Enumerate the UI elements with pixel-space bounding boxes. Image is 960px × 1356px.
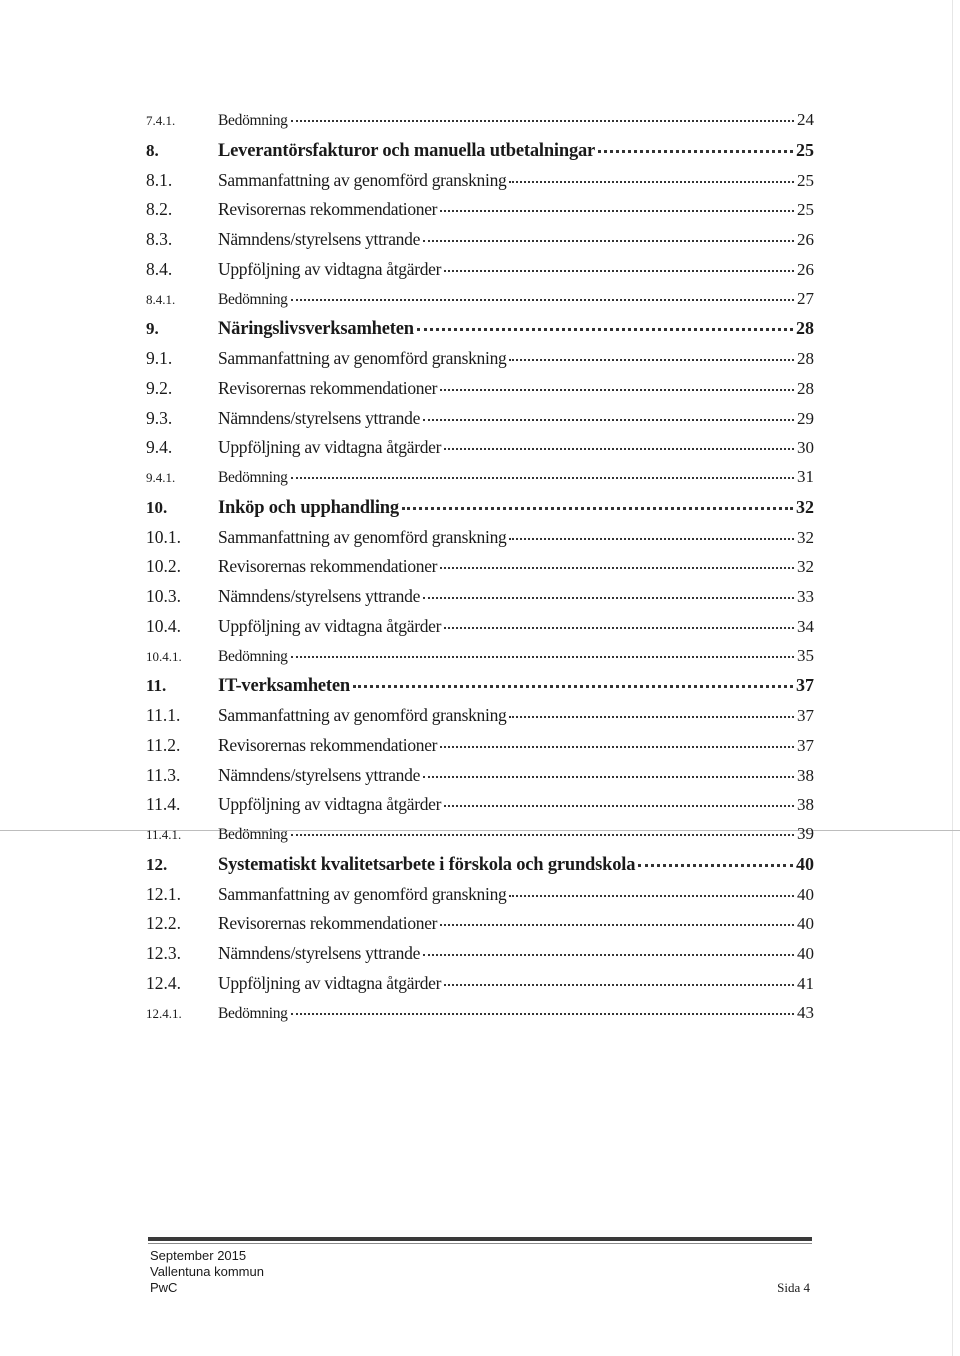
toc-entry-title: Bedömning <box>218 647 288 665</box>
dot-leader <box>444 805 794 807</box>
dot-leader <box>440 210 794 212</box>
toc-entry[interactable] <box>146 527 814 557</box>
toc-entry-body <box>218 913 814 934</box>
toc-entry[interactable] <box>146 170 814 200</box>
toc-entry-body <box>218 467 814 487</box>
toc-entry[interactable] <box>146 199 814 229</box>
toc-entry-body <box>218 705 814 726</box>
table-of-contents <box>146 110 814 1032</box>
toc-entry-body <box>218 973 814 994</box>
toc-entry-number: 12. <box>146 854 168 874</box>
toc-entry-number: 11.3. <box>146 764 181 785</box>
toc-entry-number: 12.2. <box>146 913 181 934</box>
toc-entry-page: 31 <box>797 467 814 486</box>
toc-entry-page: 25 <box>796 139 814 160</box>
toc-entry-page: 30 <box>797 438 814 458</box>
dot-leader <box>417 328 793 331</box>
toc-entry-title: Nämndens/styrelsens yttrande <box>218 407 421 428</box>
toc-entry[interactable] <box>146 675 814 705</box>
dot-leader <box>291 477 794 479</box>
toc-entry-title: Sammanfattning av genomförd granskning <box>218 883 507 904</box>
toc-entry-page: 32 <box>797 557 814 577</box>
toc-entry-number: 9.1. <box>146 348 173 368</box>
footer-organization: Vallentuna kommun <box>150 1264 264 1279</box>
toc-entry-body <box>218 229 814 250</box>
toc-entry-page: 37 <box>797 706 814 725</box>
toc-entry-body <box>218 110 814 130</box>
toc-entry-number: 10.4. <box>146 615 181 636</box>
toc-entry-page: 40 <box>796 853 814 874</box>
toc-entry-title: Bedömning <box>218 1004 288 1022</box>
toc-entry-number: 8. <box>146 140 159 160</box>
toc-entry-body <box>218 675 814 697</box>
dot-leader <box>444 448 794 450</box>
toc-entry-body <box>218 140 814 162</box>
dot-leader <box>423 419 794 421</box>
toc-entry-page: 38 <box>797 765 814 785</box>
toc-entry-number: 11.1. <box>146 705 181 725</box>
toc-entry-title: Sammanfattning av genomförd granskning <box>218 526 507 547</box>
toc-entry-page: 28 <box>797 378 814 398</box>
dot-leader <box>444 270 794 272</box>
dot-leader <box>444 627 794 629</box>
toc-entry-body <box>218 527 814 548</box>
toc-entry-title: Revisorernas rekommendationer <box>218 913 438 934</box>
toc-entry[interactable] <box>146 467 814 497</box>
dot-leader <box>291 299 794 301</box>
footer-rule <box>148 1237 812 1241</box>
toc-entry[interactable] <box>146 646 814 676</box>
toc-entry-title: Nämndens/styrelsens yttrande <box>218 229 421 249</box>
toc-entry-number: 12.4. <box>146 972 181 993</box>
toc-entry[interactable] <box>146 943 814 973</box>
toc-entry-number: 11.4.1. <box>146 827 182 842</box>
toc-entry-body <box>218 556 814 577</box>
toc-entry-number: 9.4.1. <box>146 470 176 485</box>
dot-leader <box>353 685 793 688</box>
footer-date: September 2015 <box>150 1248 247 1263</box>
page-footer <box>150 1248 810 1296</box>
toc-entry-title: IT-verksamheten <box>218 676 350 697</box>
toc-entry-title: Bedömning <box>218 290 288 308</box>
toc-entry[interactable] <box>146 616 814 646</box>
toc-entry-title: Revisorernas rekommendationer <box>218 556 438 577</box>
scan-edge-shadow <box>952 0 953 1356</box>
dot-leader <box>509 538 794 540</box>
toc-entry-number: 11.4. <box>146 794 181 815</box>
toc-entry-body <box>218 259 814 280</box>
toc-entry-title: Uppföljning av vidtagna åtgärder <box>218 258 442 279</box>
toc-entry-title: Leverantörsfakturor och manuella utbetalningar <box>218 140 596 161</box>
toc-entry-number: 9.3. <box>146 407 173 428</box>
toc-entry-page: 25 <box>797 200 814 220</box>
toc-entry-page: 32 <box>797 527 814 547</box>
toc-entry-number: 12.1. <box>146 883 181 904</box>
footer-page-number: Sida 4 <box>777 1280 810 1295</box>
toc-entry-title: Systematiskt kvalitetsarbete i förskola och grundskola <box>218 854 636 875</box>
toc-entry-page: 28 <box>796 318 814 339</box>
toc-entry-number: 12.4.1. <box>146 1005 182 1021</box>
toc-entry[interactable] <box>146 794 814 824</box>
footer-company: PwC <box>150 1280 178 1295</box>
toc-entry-body <box>218 497 814 519</box>
toc-entry-page: 37 <box>796 675 814 696</box>
toc-entry[interactable] <box>146 140 814 170</box>
toc-entry[interactable] <box>146 765 814 795</box>
toc-entry-number: 10. <box>146 497 168 517</box>
toc-entry-number: 10.4.1. <box>146 648 182 664</box>
toc-entry-page: 38 <box>797 795 814 815</box>
toc-entry-body <box>218 170 814 191</box>
toc-entry-body <box>218 378 814 399</box>
toc-entry-title: Inköp och upphandling <box>218 497 399 518</box>
toc-entry[interactable] <box>146 318 814 348</box>
dot-leader <box>509 716 794 718</box>
toc-entry-page: 29 <box>797 408 814 428</box>
toc-entry[interactable] <box>146 289 814 319</box>
toc-entry-page: 40 <box>797 914 814 934</box>
toc-entry-body <box>218 437 814 458</box>
toc-entry-page: 40 <box>797 884 814 904</box>
toc-entry-body <box>218 586 814 607</box>
toc-entry[interactable] <box>146 1003 814 1033</box>
toc-entry-body <box>218 735 814 756</box>
toc-entry-number: 9.2. <box>146 377 173 398</box>
toc-entry-title: Revisorernas rekommendationer <box>218 734 438 755</box>
toc-entry-body <box>218 646 814 666</box>
toc-entry[interactable] <box>146 705 814 735</box>
toc-entry-number: 11.2. <box>146 734 181 755</box>
toc-entry-page: 24 <box>797 110 814 129</box>
toc-entry-body <box>218 765 814 786</box>
dot-leader <box>509 181 794 183</box>
toc-entry[interactable] <box>146 913 814 943</box>
toc-entry[interactable] <box>146 586 814 616</box>
toc-entry-body <box>218 824 814 844</box>
dot-leader <box>402 507 793 510</box>
dot-leader <box>423 954 794 956</box>
toc-entry[interactable] <box>146 408 814 438</box>
toc-entry[interactable] <box>146 854 814 884</box>
toc-entry-title: Bedömning <box>218 112 288 129</box>
toc-entry-number: 8.2. <box>146 199 173 220</box>
toc-entry-number: 8.4. <box>146 258 173 279</box>
toc-entry-title: Uppföljning av vidtagna åtgärder <box>218 794 442 815</box>
toc-entry-body <box>218 794 814 815</box>
toc-entry-page: 43 <box>797 1002 814 1022</box>
toc-entry-number: 8.3. <box>146 229 173 249</box>
toc-entry-title: Uppföljning av vidtagna åtgärder <box>218 972 442 993</box>
toc-entry-number: 12.3. <box>146 943 181 963</box>
toc-entry-body <box>218 943 814 964</box>
toc-entry[interactable] <box>146 824 814 854</box>
footer-rule-thin <box>148 1243 812 1244</box>
toc-entry-page: 40 <box>797 944 814 963</box>
toc-entry-number: 11. <box>146 676 167 696</box>
toc-entry-page: 26 <box>797 230 814 249</box>
toc-entry-title: Bedömning <box>218 826 288 843</box>
toc-entry-page: 39 <box>797 824 814 843</box>
toc-entry[interactable] <box>146 884 814 914</box>
toc-entry-title: Sammanfattning av genomförd granskning <box>218 705 507 725</box>
toc-entry-page: 25 <box>797 170 814 190</box>
toc-entry-title: Bedömning <box>218 469 288 486</box>
toc-entry[interactable] <box>146 437 814 467</box>
toc-entry-title: Nämndens/styrelsens yttrande <box>218 586 421 606</box>
toc-entry-title: Sammanfattning av genomförd granskning <box>218 169 507 190</box>
toc-entry-body <box>218 408 814 429</box>
toc-entry-page: 28 <box>797 349 814 368</box>
toc-entry[interactable] <box>146 497 814 527</box>
toc-entry-page: 26 <box>797 259 814 279</box>
toc-entry-number: 10.1. <box>146 526 181 547</box>
dot-leader <box>423 776 794 778</box>
toc-entry[interactable] <box>146 735 814 765</box>
toc-entry-number: 7.4.1. <box>146 113 176 128</box>
dot-leader <box>440 567 794 569</box>
toc-entry-page: 41 <box>797 973 814 993</box>
toc-entry-body <box>218 616 814 637</box>
dot-leader <box>509 895 794 897</box>
dot-leader <box>440 746 794 748</box>
dot-leader <box>423 597 794 599</box>
dot-leader <box>423 240 794 242</box>
dot-leader <box>440 924 794 926</box>
toc-entry[interactable] <box>146 556 814 586</box>
toc-entry-number: 10.2. <box>146 556 181 577</box>
toc-entry-title: Nämndens/styrelsens yttrande <box>218 943 421 963</box>
toc-entry-number: 8.1. <box>146 169 173 190</box>
toc-entry-number: 8.4.1. <box>146 291 176 307</box>
toc-entry-number: 9. <box>146 319 159 339</box>
toc-entry-page: 37 <box>797 735 814 755</box>
toc-entry-body <box>218 199 814 220</box>
toc-entry[interactable] <box>146 110 814 140</box>
toc-entry-title: Nämndens/styrelsens yttrande <box>218 764 421 785</box>
dot-leader <box>440 389 794 391</box>
toc-entry-body <box>218 289 814 309</box>
dot-leader <box>291 1013 794 1015</box>
toc-entry-body <box>218 318 814 340</box>
toc-entry-body <box>218 854 814 876</box>
toc-entry-title: Sammanfattning av genomförd granskning <box>218 348 507 368</box>
toc-entry-body <box>218 1003 814 1023</box>
toc-entry-body <box>218 348 814 369</box>
dot-leader <box>598 150 793 153</box>
dot-leader <box>291 834 794 836</box>
dot-leader <box>638 864 793 867</box>
toc-entry[interactable] <box>146 973 814 1003</box>
toc-entry-page: 32 <box>796 496 814 517</box>
dot-leader <box>291 120 794 122</box>
toc-entry-body <box>218 884 814 905</box>
toc-entry-title: Näringslivsverksamheten <box>218 319 414 340</box>
toc-entry[interactable] <box>146 348 814 378</box>
toc-entry-title: Revisorernas rekommendationer <box>218 377 438 398</box>
toc-entry-title: Revisorernas rekommendationer <box>218 199 438 220</box>
toc-entry-page: 35 <box>797 645 814 665</box>
toc-entry[interactable] <box>146 229 814 259</box>
toc-entry[interactable] <box>146 378 814 408</box>
toc-entry-page: 27 <box>797 288 814 308</box>
toc-entry-page: 34 <box>797 616 814 636</box>
dot-leader <box>444 984 794 986</box>
toc-entry-number: 10.3. <box>146 586 181 606</box>
toc-entry[interactable] <box>146 259 814 289</box>
dot-leader <box>291 656 794 658</box>
toc-entry-number: 9.4. <box>146 437 173 458</box>
toc-entry-page: 33 <box>797 587 814 606</box>
toc-entry-title: Uppföljning av vidtagna åtgärder <box>218 437 442 458</box>
dot-leader <box>509 359 794 361</box>
toc-entry-title: Uppföljning av vidtagna åtgärder <box>218 615 442 636</box>
